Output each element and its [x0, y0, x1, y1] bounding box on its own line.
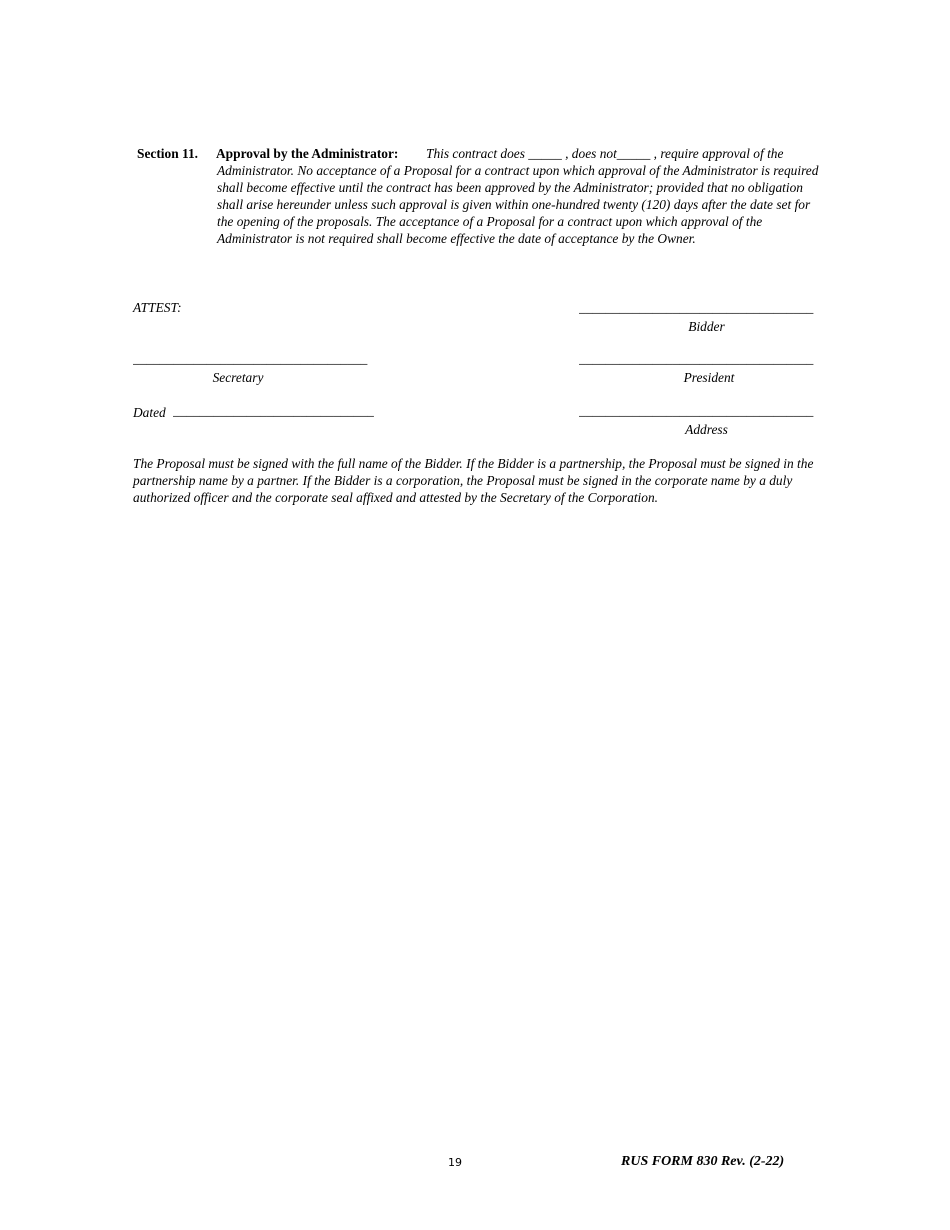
- section-body: This contract does _____ , does not_____ , require approval of the Administrator. No acceptance of a Proposal for a contract upon which approval of the Administrator is required shall become effective until the contract has been approved by the Administrator; provided that no obligation shall arise hereunder unless such approval is given within one-hundred twenty (120) days after the date set for the opening of the proposals. The acceptance of a Proposal for a contract upon which approval of the Administrator is not required shall become effective the date of acceptance by the Owner.: [217, 146, 819, 246]
- address-label: Address: [685, 422, 728, 437]
- attest-label: ATTEST:: [133, 300, 182, 315]
- page-number: 19: [448, 1156, 462, 1169]
- president-signature-line: ___________________________________: [579, 351, 814, 366]
- section-title: Approval by the Administrator:: [216, 146, 399, 161]
- section-number: Section 11.: [137, 146, 199, 161]
- address-line: ___________________________________: [579, 403, 814, 418]
- dated-label: Dated: [133, 405, 166, 420]
- bidder-signature-line: ___________________________________: [579, 300, 814, 315]
- dated-line: ______________________________: [173, 403, 374, 418]
- secretary-signature-line: ___________________________________: [133, 351, 368, 366]
- bidder-label: Bidder: [688, 319, 725, 334]
- form-identifier: RUS FORM 830 Rev. (2-22): [621, 1154, 785, 1169]
- secretary-label: Secretary: [212, 370, 264, 385]
- president-label: President: [683, 370, 735, 385]
- signing-instructions: The Proposal must be signed with the full name of the Bidder. If the Bidder is a partnership, the Proposal must be signed in the partnership name by a partner. If the Bidder is a corporation, the Proposal must be signed in the corporate name by a duly authorized officer and the corporate seal affixed and attested by the Secretary of the Corporation.: [133, 456, 814, 505]
